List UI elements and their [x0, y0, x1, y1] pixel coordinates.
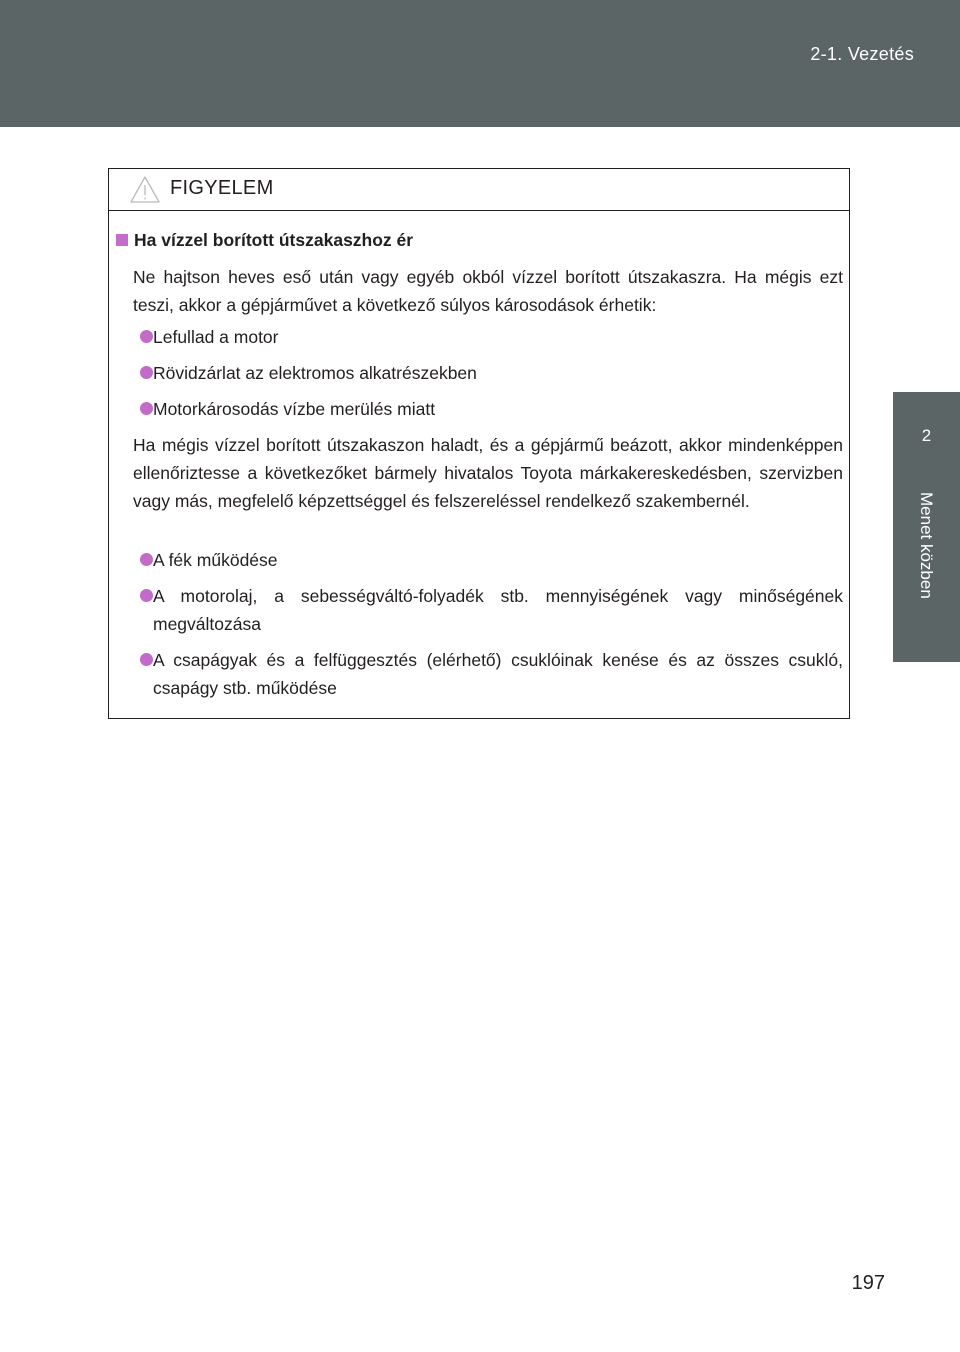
bullet-icon [140, 653, 153, 666]
page-number: 197 [851, 1272, 885, 1294]
list-item-text: A fék működése [153, 550, 278, 570]
intro-paragraph: Ne hajtson heves eső után vagy egyéb okból vízzel borított útszakaszra. Ha mégis ezt teszi, akkor a gépjárművet a következő súlyos károsodások érhetik: [133, 267, 843, 315]
list-item-text: A csapágyak és a felfüggesztés (elérhető) csuklóinak kenése és az összes csukló, csapágy stb. működése [153, 650, 843, 698]
list-item-text: Rövidzárlat az elektromos alkatrészekben [153, 363, 477, 383]
section-title: 2-1. Vezetés [810, 44, 914, 64]
bullet-icon [140, 330, 153, 343]
warning-box [108, 168, 850, 719]
list-item-text: A motorolaj, a sebességváltó-folyadék stb. mennyiségének vagy minőségének megváltozása [153, 586, 843, 634]
list-item-text: Motorkárosodás vízbe merülés miatt [153, 399, 436, 419]
chapter-number: 2 [921, 426, 932, 445]
warning-title: FIGYELEM [170, 177, 274, 199]
bullet-icon [140, 553, 153, 566]
warning-triangle-icon [129, 175, 161, 204]
advice-paragraph: Ha mégis vízzel borított útszakaszon haladt, és a gépjármű beázott, akkor mindenképpen ellenőriztesse a következőket bármely hivatalos Toyota márkakereskedésben, szervizben vagy más, megfelelő képzettséggel és felszereléssel rendelkező szakembernél. [133, 435, 843, 511]
bullet-icon [140, 366, 153, 379]
list-item-text: Lefullad a motor [153, 327, 279, 347]
bullet-icon [140, 589, 153, 602]
subheading-text: Ha vízzel borított útszakaszhoz ér [134, 230, 414, 250]
header-band [0, 0, 960, 127]
bullet-icon [140, 402, 153, 415]
chapter-label: Menet közben [917, 492, 936, 599]
square-marker-icon [116, 234, 128, 246]
chapter-side-tab [893, 392, 960, 662]
subheading [116, 230, 413, 251]
warning-header [109, 169, 849, 211]
